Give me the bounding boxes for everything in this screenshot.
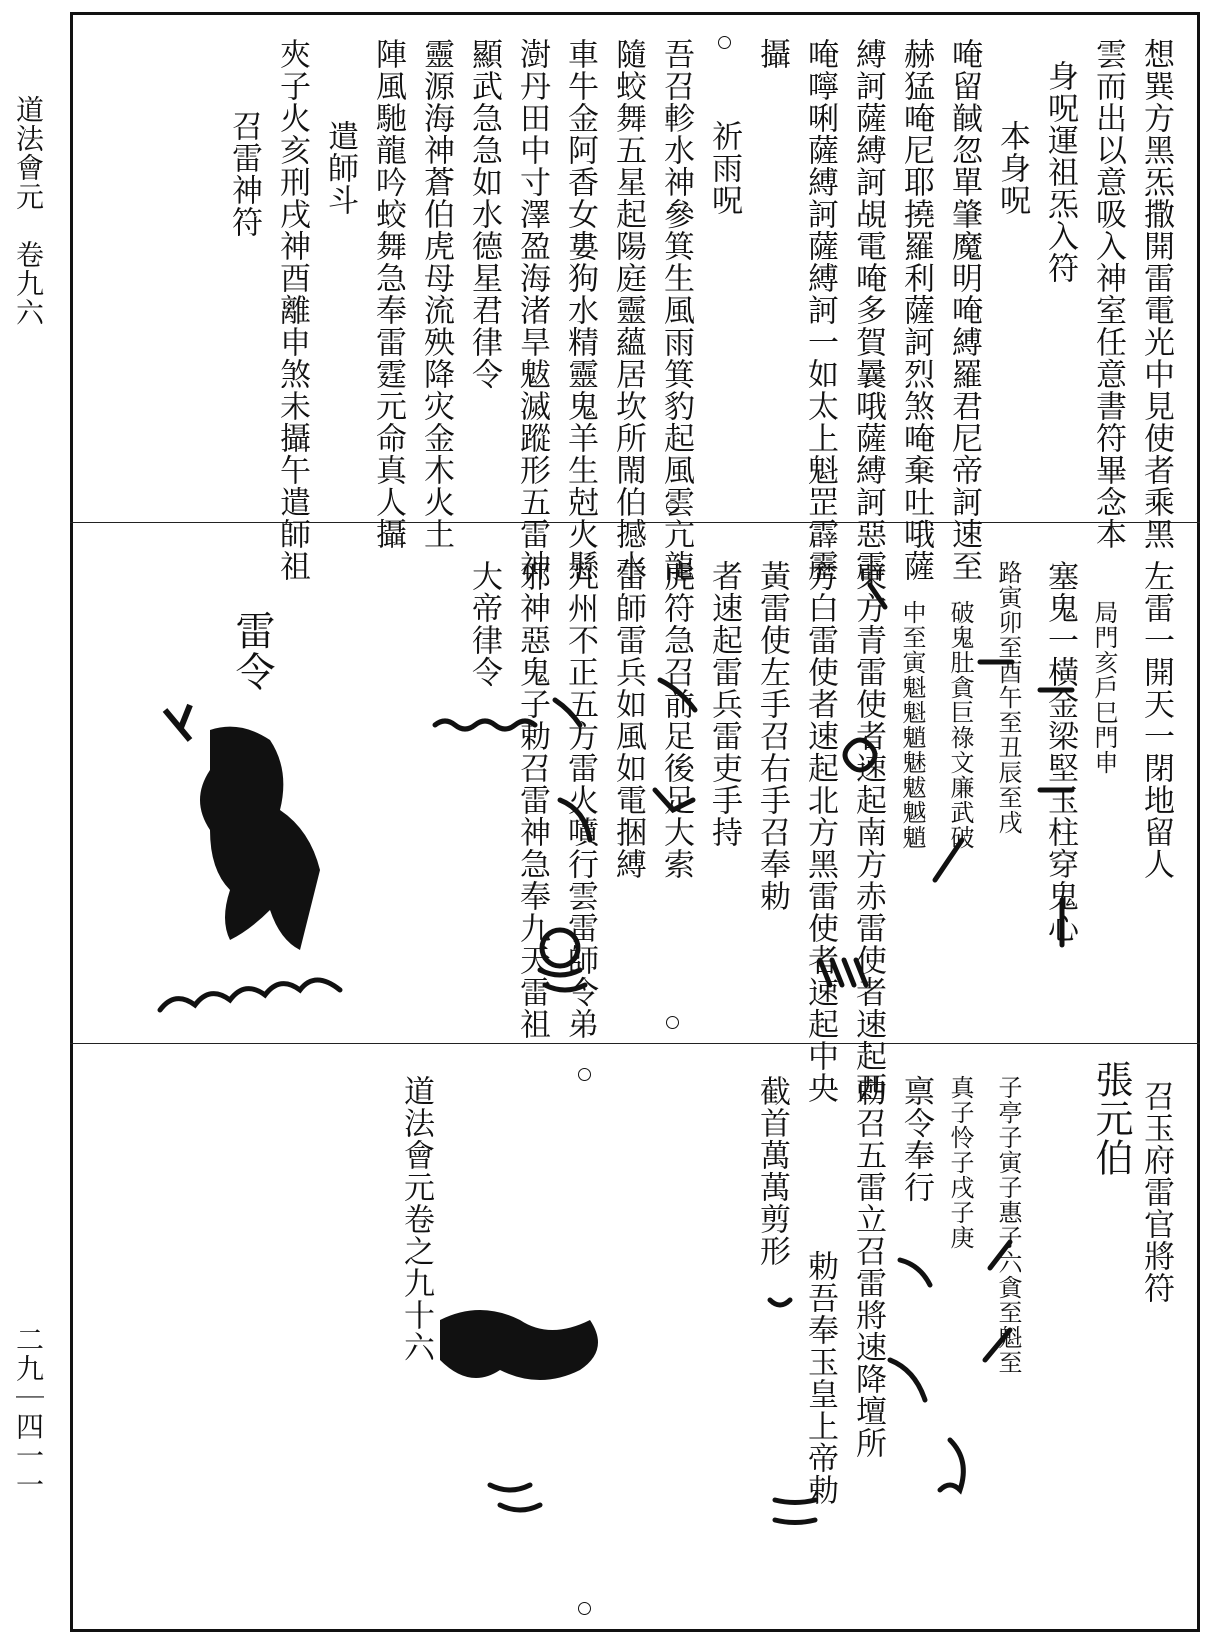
circle-mark (666, 500, 679, 513)
text-column: 攝 (754, 38, 790, 70)
dragon-figure (420, 1280, 640, 1400)
text-column: 禀令奉行 (898, 1075, 934, 1203)
text-column: 者速起雷兵雷吏手持 (706, 560, 742, 848)
text-column: 身呪運祖炁入符 (1042, 60, 1078, 284)
page-number: 二九｜四一一 (12, 1325, 45, 1499)
text-column: 方白雷使者速起北方黑雷使者速起中央 (802, 560, 838, 1104)
circle-mark (718, 36, 731, 49)
circle-mark (578, 1068, 591, 1081)
text-column: 勅召五雷立召雷將速降壇所 (850, 1075, 886, 1459)
text-column: 顯武急急如水德星君律令 (466, 38, 502, 390)
text-column: 本身呪 (994, 120, 1030, 216)
text-column: 破鬼肚貪巨祿文廉武破 (946, 600, 974, 850)
text-column: 陣風馳龍吟蛟舞急奉雷霆元命真人攝 (370, 38, 406, 550)
text-column: 雲而出以意吸入神室任意書符畢念本 (1090, 38, 1126, 550)
text-column: 祈雨呪 (706, 120, 742, 216)
text-column: 子亭子寅子惠子六貪至魁至 (994, 1075, 1022, 1375)
book-title: 道法會元 卷九六 (12, 95, 45, 327)
text-column: 真子怜子戌子庚 (946, 1075, 974, 1250)
text-column: 路寅卯至酉午至丑辰至戌 (994, 560, 1022, 835)
text-column: 澍丹田中寸澤盈海渚旱魃滅蹤形五雷神 (514, 38, 550, 582)
text-column: 道法會元卷之九十六 (398, 1075, 434, 1363)
text-column: 吾召軫水神參箕生風雨箕豹起風雲亢龍 (658, 38, 694, 582)
text-column: 塞鬼一橫金梁堅玉柱穿鬼心 (1042, 560, 1078, 944)
text-column: 赫猛唵尼耶撓羅利薩訶烈煞唵棄吐哦薩 (898, 38, 934, 582)
text-column: 召雷神符 (226, 110, 262, 238)
text-column: 想巽方黑炁撒開雷電光中見使者乘黑 (1138, 38, 1174, 550)
text-column: 局門亥戶巳門申 (1090, 600, 1118, 775)
text-column: 唵留馘忽單肇魔明唵縛羅君尼帝訶速至 (946, 38, 982, 582)
text-column: 縛訶薩縛訶覘電唵多賀曩哦薩縛訶惡霹 (850, 38, 886, 582)
text-column: 左雷一開天一閉地留人 (1138, 560, 1174, 880)
text-column: 隨蛟舞五星起陽庭靈蘊居坎所閙伯撼水 (610, 38, 646, 582)
text-column: 車牛金阿香女婁狗水精靈鬼羊生尅火懸 (562, 38, 598, 582)
circle-mark (578, 1602, 591, 1615)
text-column: 雷師雷兵如風如電捆縛 (610, 560, 646, 880)
thunder-deity-figure (150, 690, 350, 970)
text-column: 邪神惡鬼子勅召雷神急奉九天雷祖 (514, 560, 550, 1040)
text-column: 遣師斗 (322, 120, 358, 216)
text-column: 召玉府雷官將符 (1138, 1080, 1174, 1304)
text-column: 勅吾奉玉皇上帝勅 (802, 1250, 838, 1506)
text-column: 東方青雷使者速起南方赤雷使者速起西 (850, 560, 886, 1104)
text-column: 靈源海神蒼伯虎母流殃降灾金木火土 (418, 38, 454, 550)
text-column: 九州不正五方雷火噴行雲雷師令弟 (562, 560, 598, 1040)
circle-mark (666, 1016, 679, 1029)
section-divider-bottom (70, 1043, 1200, 1044)
text-column: 虎符急召前足後足大索 (658, 560, 694, 880)
text-column: 唵嚀唎薩縛訶薩縛訶一如太上魁罡霹靂 (802, 38, 838, 582)
figure-caption: 雷令 (229, 610, 275, 692)
text-column: 大帝律令 (466, 560, 502, 688)
text-column: 夾子火亥刑戌神酉離申煞未攝午遣師祖 (274, 38, 310, 582)
text-column: 截首萬萬剪形 (754, 1075, 790, 1267)
text-column: 張元伯 (1089, 1060, 1133, 1177)
text-column: 中至寅魁魁魈魅魃魆魈 (898, 600, 926, 850)
text-column: 黃雷使左手召右手召奉勅 (754, 560, 790, 912)
